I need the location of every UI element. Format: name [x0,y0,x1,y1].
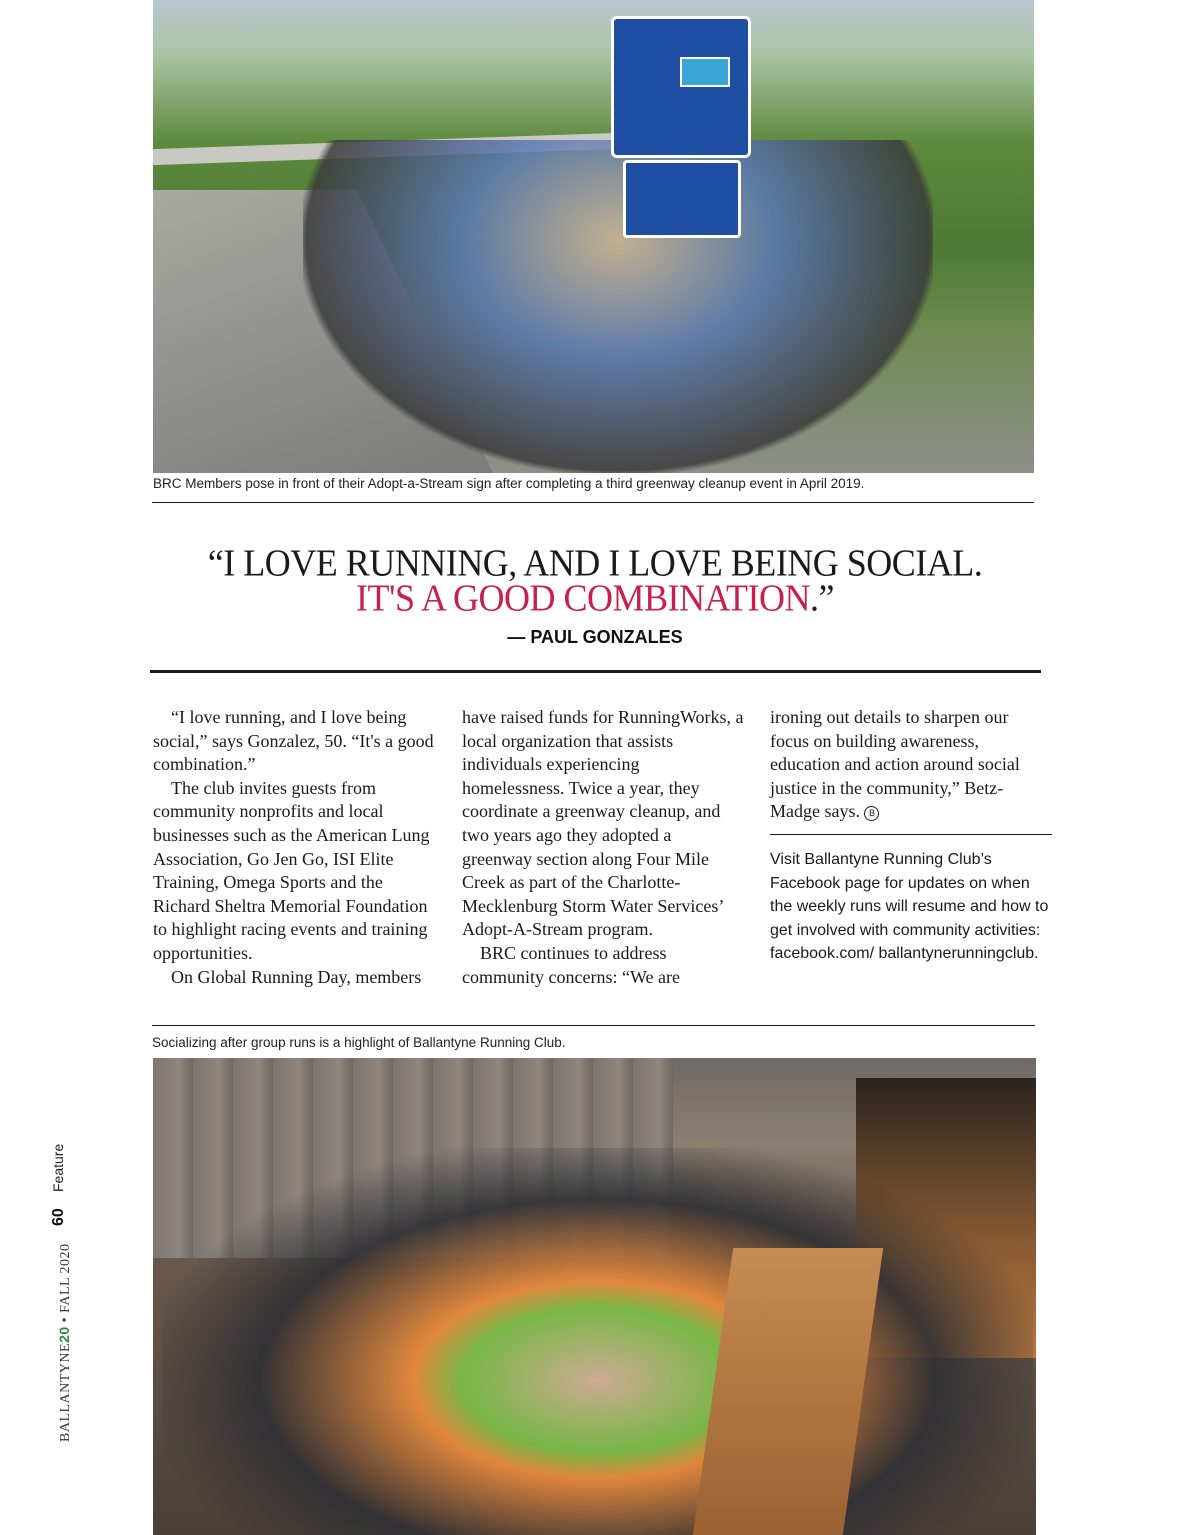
folio-page-number: 60 [50,1208,67,1226]
paragraph: have raised funds for RunningWorks, a local organization that assists individuals experiencing homelessness. Twice a year, they coordinate a greenway cleanup, and two years ago they adopted a greenway section along Four Mile Creek as part of the Charlotte-Mecklenburg Storm Water Services’ Adopt-A-Stream program. [462,707,744,940]
adopt-a-stream-sign [611,16,751,158]
folio-section: Feature [50,1143,66,1192]
pull-quote-rule [150,670,1041,673]
folio-separator: • [58,1316,73,1323]
caption-rule-bottom [152,1025,1035,1026]
paragraph-text: ironing out details to sharpen our focus on building awareness, education and action around social justice in the community,” Betz-Madge says. [770,707,1020,822]
pull-quote-highlight: IT'S A GOOD COMBINATION [356,577,811,619]
pull-quote-line2 [150,579,1040,617]
magazine-logo-icon: 20 [56,1326,72,1343]
body-column-2 [462,706,744,989]
photo-greenway-cleanup [153,0,1034,473]
sidebar-note: Visit Ballantyne Running Club’s Facebook page for updates on when the weekly runs will resume and how to get involved with community activities: facebook.com/ ballantynerunningclub. [770,851,1049,963]
photo-caption-top: BRC Members pose in front of their Adopt-a-Stream sign after completing a third greenway cleanup event in April 2019. [153,476,865,491]
end-mark-icon: B [864,806,879,821]
magazine-name: BALLANTYNE [58,1342,73,1442]
ballantyne-running-club-sign [623,160,741,238]
sidebar-rule [770,834,1052,835]
pull-quote-attribution: — PAUL GONZALES [507,627,683,647]
group-of-runners [163,1148,1033,1535]
paragraph: On Global Running Day, members [171,966,422,987]
paragraph [770,706,1028,824]
folio-magazine [56,1243,74,1442]
photo-group-social [153,1058,1036,1535]
body-column-3 [770,706,1028,824]
paragraph: “I love running, and I love being social,” says Gonzalez, 50. “It's a good combination.” [153,707,434,775]
paragraph: BRC continues to address community concerns: “We are [462,942,680,987]
body-column-1 [153,706,435,989]
storm-water-logo [680,57,730,87]
group-of-runners [303,140,933,473]
caption-rule-top [152,502,1034,503]
paragraph: The club invites guests from community nonprofits and local businesses such as the American Lung Association, Go Jen Go, ISI Elite Training, Omega Sports and the Richard Sheltra Memorial Foundation to highlight racing events and training opportunities. [153,777,430,963]
pull-quote-close: .” [810,577,834,619]
photo-caption-bottom: Socializing after group runs is a highlight of Ballantyne Running Club. [152,1035,566,1050]
folio-issue: FALL 2020 [58,1243,73,1313]
pull-quote-line1: “I LOVE RUNNING, AND I LOVE BEING SOCIAL. [207,542,983,584]
